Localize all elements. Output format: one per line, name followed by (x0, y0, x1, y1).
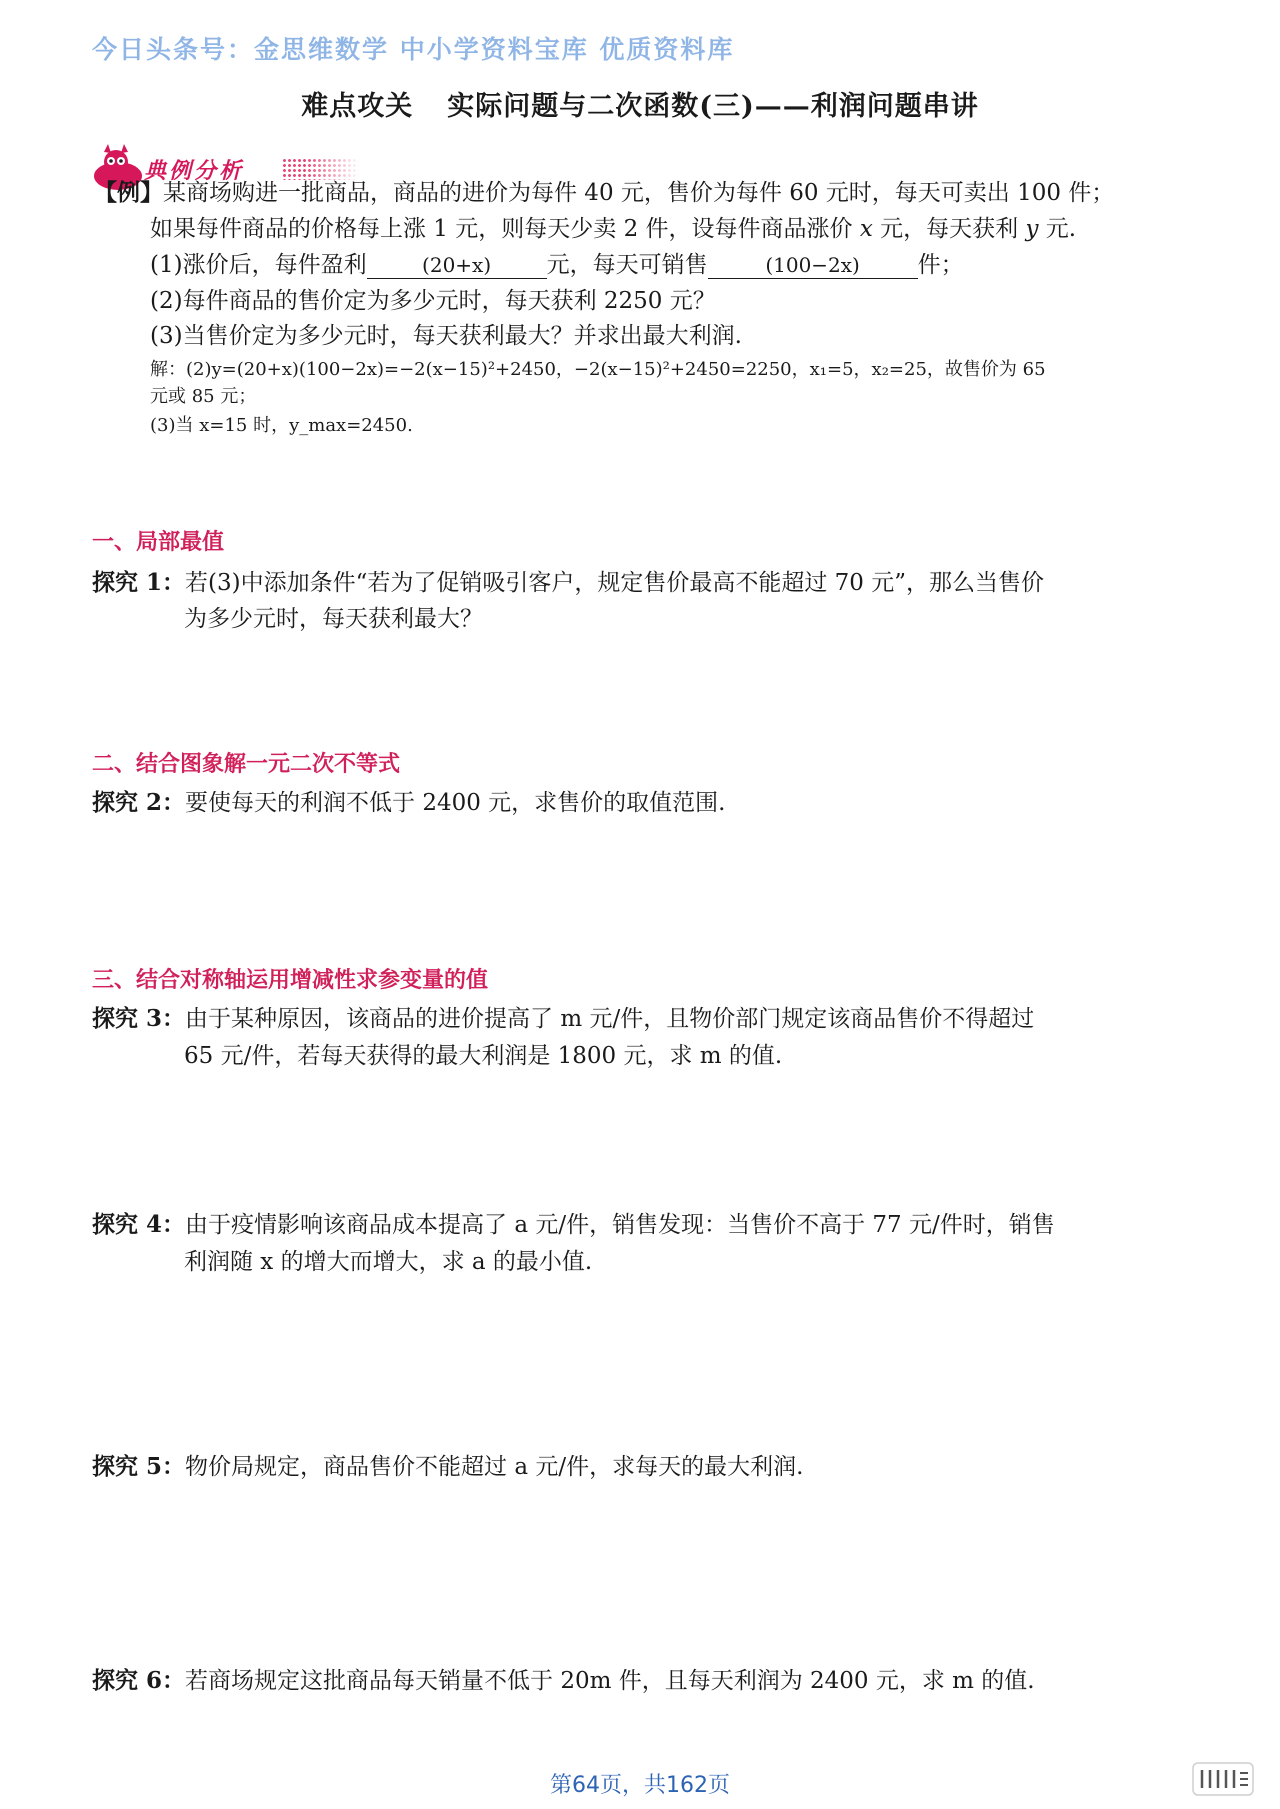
section-heading-2: 二、结合图象解一元二次不等式 (92, 752, 401, 777)
page-title (0, 84, 1280, 123)
example-q2: (2)每件商品的售价定为多少元时，每天获利 2250 元？ (150, 288, 716, 314)
solution-line-3: (3)当 x=15 时，y_max=2450. (150, 415, 413, 436)
probe-4-line-2: 利润随 x 的增大而增大，求 a 的最小值. (184, 1249, 593, 1275)
badge-label: 典例分析 (144, 159, 245, 184)
section-heading-3: 三、结合对称轴运用增减性求参变量的值 (92, 968, 489, 993)
page-indicator: 第64页，共162页 (550, 1773, 730, 1798)
probe-1-line-1: 探究 1：若(3)中添加条件“若为了促销吸引客户，规定售价最高不能超过 70 元”，那么当售价 (92, 569, 1045, 596)
probe-4-label: 探究 4： (92, 1211, 186, 1238)
probe-3-line-2: 65 元/件，若每天获得的最大利润是 1800 元，求 m 的值. (184, 1043, 783, 1069)
menu-lines-icon[interactable] (1192, 1762, 1254, 1796)
example-q1: (1)涨价后，每件盈利 (20+x) 元，每天可销售 (100−2x) 件； (150, 252, 964, 278)
probe-6-line-1: 探究 6：若商场规定这批商品每天销量不低于 20m 件，且每天利润为 2400 元，求 m 的值. (92, 1667, 1035, 1694)
example-intro-1: 某商场购进一批商品，商品的进价为每件 40 元，售价为每件 60 元时，每天可卖出 100 件； (163, 180, 1115, 206)
title-part2: 实际问题与二次函数(三)——利润问题串讲 (447, 91, 979, 122)
probe-2-label: 探究 2： (92, 789, 186, 816)
var-x: x (859, 216, 873, 242)
example-tag: 【例】 (94, 179, 163, 206)
probe-5-line-1: 探究 5：物价局规定，商品售价不能超过 a 元/件，求每天的最大利润. (92, 1453, 804, 1480)
probe-1-label: 探究 1： (92, 569, 186, 596)
probe-5-label: 探究 5： (92, 1453, 186, 1480)
probe-2-line-1: 探究 2：要使每天的利润不低于 2400 元，求售价的取值范围. (92, 789, 726, 816)
example-line-1 (94, 178, 1114, 208)
probe-1-line-2: 为多少元时，每天获利最大？ (184, 606, 483, 632)
answer-blank-1: (20+x) (367, 252, 547, 279)
probe-4-line-1: 探究 4：由于疫情影响该商品成本提高了 a 元/件，销售发现：当售价不高于 77 元/件时，销售 (92, 1211, 1055, 1238)
probe-3-label: 探究 3： (92, 1005, 186, 1032)
answer-blank-2: (100−2x) (708, 252, 918, 279)
badge-dots (282, 158, 360, 180)
probe-3-line-1: 探究 3：由于某种原因，该商品的进价提高了 m 元/件，且物价部门规定该商品售价不得超过 (92, 1005, 1035, 1032)
section-heading-1: 一、局部最值 (92, 530, 225, 555)
example-line-2: 如果每件商品的价格每上涨 1 元，则每天少卖 2 件，设每件商品涨价 x 元，每天获利 y 元. (150, 216, 1077, 242)
solution-line-1: 解：(2)y=(20+x)(100−2x)=−2(x−15)²+2450，−2(x−15)²+2450=2250，x₁=5，x₂=25，故售价为 65 (150, 359, 1046, 380)
example-q3: (3)当售价定为多少元时，每天获利最大？并求出最大利润. (150, 323, 742, 349)
probe-6-label: 探究 6： (92, 1667, 186, 1694)
solution-line-2: 元或 85 元； (150, 386, 257, 407)
title-part1: 难点攻关 (301, 91, 414, 122)
header-source: 今日头条号：金思维数学 中小学资料宝库 优质资料库 (92, 35, 735, 64)
var-y: y (1025, 216, 1039, 242)
